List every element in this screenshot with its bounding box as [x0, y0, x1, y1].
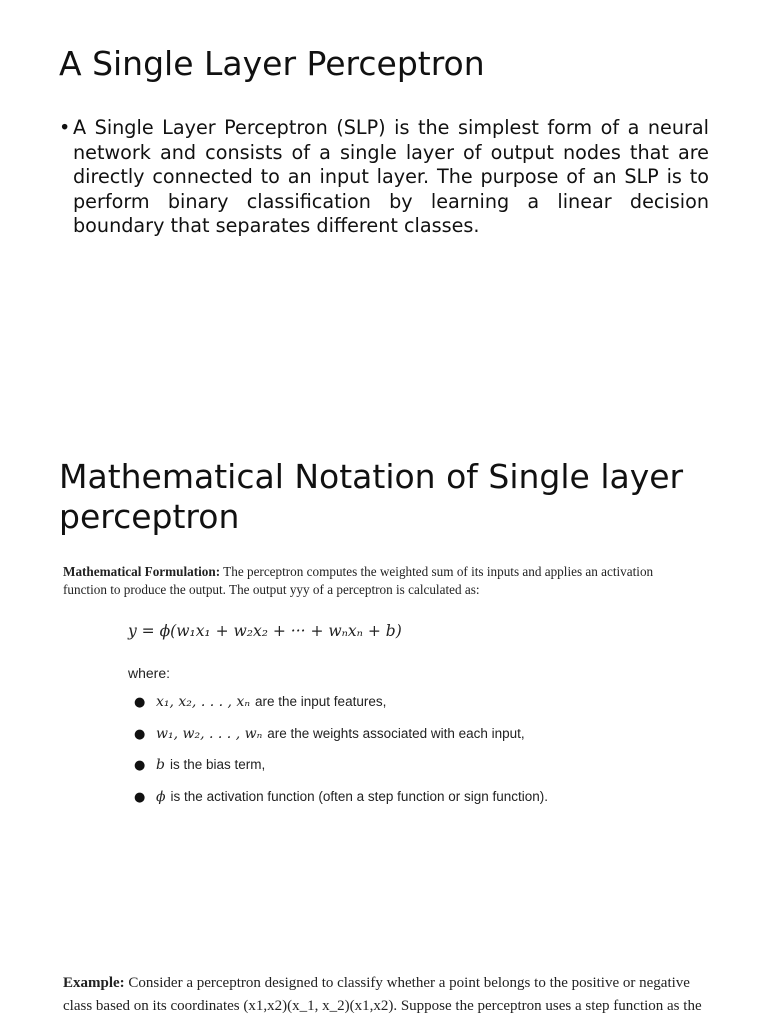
list-item [134, 726, 548, 758]
perceptron-equation: y = ϕ(w₁x₁ + w₂x₂ + ··· + wₙxₙ + b) [128, 622, 402, 640]
definition-list [134, 694, 548, 820]
definition-text: is the bias term, [169, 757, 266, 772]
bullet-icon: ● [134, 758, 146, 773]
example-text: Consider a perceptron designed to classify whether a point belongs to the positive or negative class based on its coordinates (x1,x2)(x_1, x_2)(x1,x2). Suppose the perceptron uses a step function as the [63, 975, 702, 1014]
where-label: where: [128, 665, 171, 681]
formulation-paragraph [63, 563, 663, 599]
bullet-paragraph [59, 116, 709, 239]
bullet-icon: ● [134, 726, 146, 742]
formulation-text: The perceptron computes the weighted sum of its inputs and applies an activation function to produce the output. The output yyy of a perceptron is calculated as: [63, 564, 654, 597]
list-item [134, 694, 548, 726]
definition-symbol: x₁, x₂, . . . , xₙ [156, 694, 250, 710]
definition-symbol: ϕ [156, 788, 166, 805]
definition-text: is the activation function (often a step function or sign function). [170, 788, 549, 804]
example-paragraph [63, 972, 703, 1018]
example-label: Example: [63, 975, 125, 991]
bullet-icon: ● [134, 695, 146, 710]
section-title: Mathematical Notation of Single layer perceptron [59, 457, 684, 536]
bullet-icon: • [59, 116, 71, 139]
list-item [134, 757, 548, 789]
definition-text: are the input features, [255, 694, 387, 709]
slide-title: A Single Layer Perceptron [59, 44, 485, 83]
formulation-label: Mathematical Formulation: [63, 564, 221, 579]
definition-symbol: w₁, w₂, . . . , wₙ [156, 725, 263, 742]
bullet-text: A Single Layer Perceptron (SLP) is the simplest form of a neural network and consists of a single layer of output nodes that are directly connected to an input layer. The purpose of an SLP is to perform binary classification by learning a linear decision boundary that separates different classes. [73, 116, 709, 237]
definition-symbol: b [156, 757, 165, 773]
bullet-icon: ● [134, 789, 146, 805]
definition-text: are the weights associated with each input, [267, 725, 525, 741]
list-item [134, 789, 548, 821]
